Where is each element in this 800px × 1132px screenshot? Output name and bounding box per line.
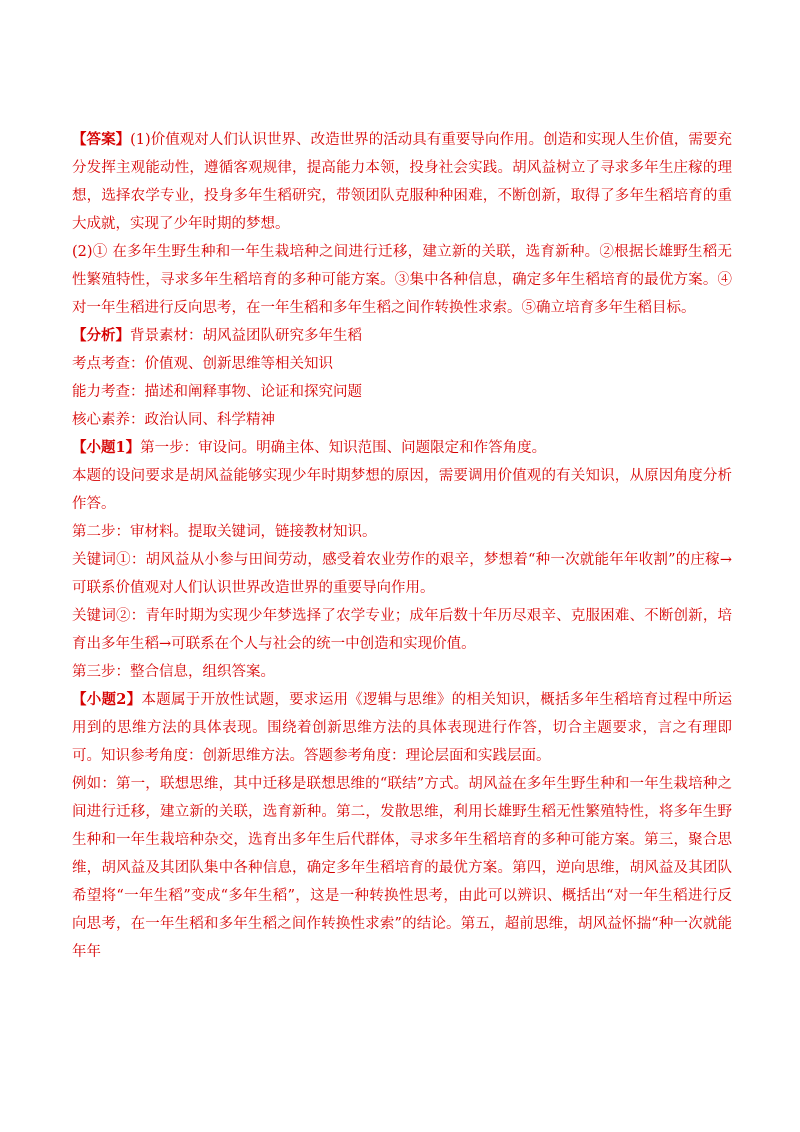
subquestion1-paragraph bbox=[72, 434, 732, 462]
keyword1-paragraph bbox=[72, 546, 732, 602]
subquestion2-paragraph bbox=[72, 686, 732, 770]
core-literacy-line bbox=[72, 406, 732, 434]
ability-line bbox=[72, 378, 732, 406]
subquestion1-heading: 【小题1】 bbox=[72, 439, 141, 456]
example-paragraph bbox=[72, 770, 732, 966]
step2-line bbox=[72, 518, 732, 546]
keyword2-paragraph bbox=[72, 602, 732, 658]
answer-analysis-text bbox=[72, 126, 732, 966]
subquestion1-requirement-paragraph bbox=[72, 462, 732, 518]
analysis-background-text: 背景素材：胡风益团队研究多年生稻 bbox=[130, 328, 362, 344]
analysis-heading: 【分析】 bbox=[72, 327, 130, 344]
step2-text: 第二步：审材料。提取关键词，链接教材知识。 bbox=[72, 524, 377, 540]
answer-paragraph bbox=[72, 126, 732, 238]
answer-heading: 【答案】 bbox=[72, 131, 131, 148]
answer-part1-text: (1)价值观对人们认识世界、改造世界的活动具有重要导向作用。创造和实现人生价值，需要充分发挥主观能动性，遵循客观规律，提高能力本领，投身社会实践。胡风益树立了寻求多年生庄稼的理想，选择农学专业，投身多年生稻研究，带领团队克服种种困难，不断创新，取得了多年生稻培育的重大成就，实现了少年时期的梦想。 bbox=[72, 132, 732, 232]
knowledge-point-line bbox=[72, 350, 732, 378]
subquestion1-requirement-text: 本题的设问要求是胡风益能够实现少年时期梦想的原因，需要调用价值观的有关知识，从原因角度分析作答。 bbox=[72, 468, 732, 512]
step3-line bbox=[72, 658, 732, 686]
analysis-paragraph bbox=[72, 322, 732, 350]
keyword2-text: 关键词②：青年时期为实现少年梦选择了农学专业；成年后数十年历尽艰辛、克服困难、不断创新，培育出多年生稻→可联系在个人与社会的统一中创造和实现价值。 bbox=[72, 608, 732, 652]
answer-part2-text: (2)① 在多年生野生种和一年生栽培种之间进行迁移，建立新的关联，选育新种。②根据长雄野生稻无性繁殖特性，寻求多年生稻培育的多种可能方案。③集中各种信息，确定多年生稻培育的最优方案。④对一年生稻进行反向思考，在一年生稻和多年生稻之间作转换性求索。⑤确立培育多年生稻目标。 bbox=[72, 244, 732, 316]
example-text: 例如：第一，联想思维，其中迁移是联想思维的“联结”方式。胡风益在多年生野生种和一年生栽培种之间进行迁移，建立新的关联，选育新种。第二，发散思维，利用长雄野生稻无性繁殖特性，将多年生野生种和一年生栽培种杂交，选育出多年生后代群体，寻求多年生稻培育的多种可能方案。第三，聚合思维，胡风益及其团队集中各种信息，确定多年生稻培育的最优方案。第四，逆向思维，胡风益及其团队希望将“一年生稻”变成“多年生稻”，这是一种转换性思考，由此可以辨识、概括出“对一年生稻进行反向思考，在一年生稻和多年生稻之间作转换性求索”的结论。第五，超前思维，胡风益怀揣“种一次就能年年 bbox=[72, 776, 732, 960]
step3-text: 第三步：整合信息，组织答案。 bbox=[72, 664, 275, 680]
core-literacy-text: 核心素养：政治认同、科学精神 bbox=[72, 412, 275, 428]
knowledge-point-text: 考点考查：价值观、创新思维等相关知识 bbox=[72, 356, 333, 372]
subquestion1-step1-text: 第一步：审设问。明确主体、知识范围、问题限定和作答角度。 bbox=[140, 440, 547, 456]
subquestion2-heading: 【小题2】 bbox=[72, 691, 142, 708]
ability-text: 能力考查：描述和阐释事物、论证和探究问题 bbox=[72, 384, 362, 400]
keyword1-text: 关键词①：胡风益从小参与田间劳动，感受着农业劳作的艰辛，梦想着“种一次就能年年收割”的庄稼→可联系价值观对人们认识世界改造世界的重要导向作用。 bbox=[72, 552, 732, 596]
answer-part2-paragraph bbox=[72, 238, 732, 322]
subquestion2-text: 本题属于开放性试题，要求运用《逻辑与思维》的相关知识，概括多年生稻培育过程中所运用到的思维方法的具体表现。围绕着创新思维方法的具体表现进行作答，切合主题要求，言之有理即可。知识参考角度：创新思维方法。答题参考角度：理论层面和实践层面。 bbox=[72, 692, 733, 764]
